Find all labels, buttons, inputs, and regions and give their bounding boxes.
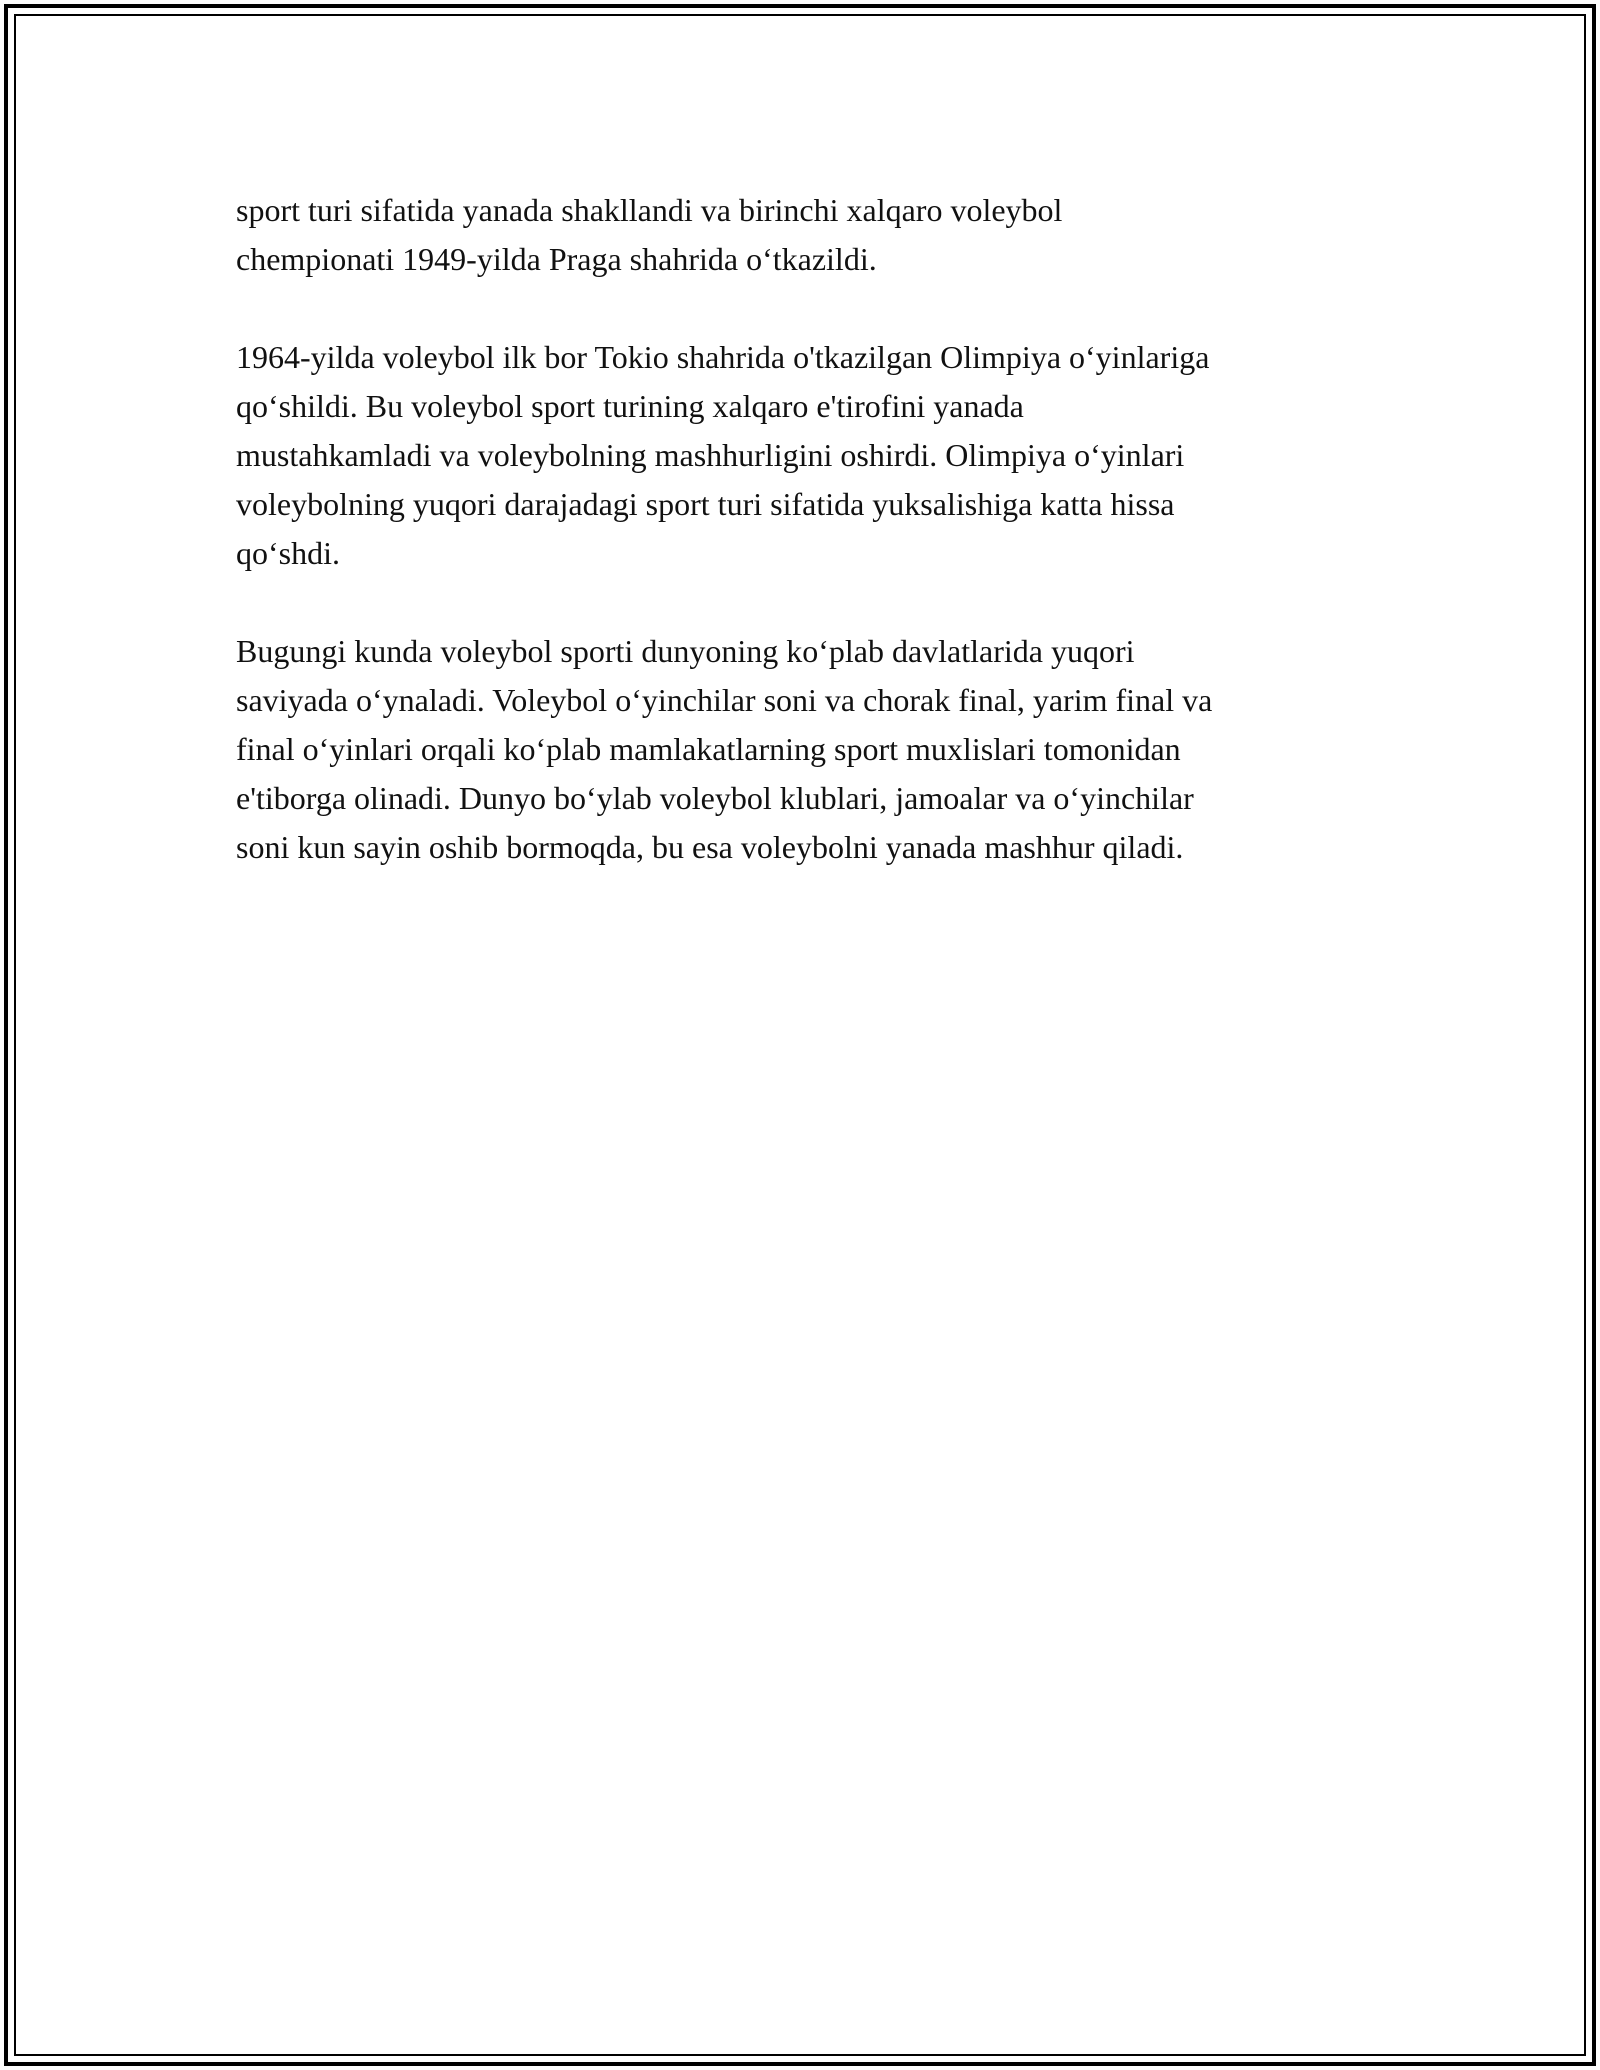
text-line: chempionati 1949-yilda Praga shahrida o‘tkazildi.: [236, 241, 877, 277]
document-body: [236, 186, 1386, 921]
text-line: qo‘shildi. Bu voleybol sport turining xalqaro e'tirofini yanada: [236, 388, 1024, 424]
text-line: saviyada o‘ynaladi. Voleybol o‘yinchilar soni va chorak final, yarim final va: [236, 682, 1213, 718]
text-line: soni kun sayin oshib bormoqda, bu esa voleybolni yanada mashhur qiladi.: [236, 829, 1184, 865]
paragraph-2: [236, 333, 1386, 578]
paragraph-3: [236, 627, 1386, 872]
text-line: voleybolning yuqori darajadagi sport turi sifatida yuksalishiga katta hissa: [236, 486, 1175, 522]
text-line: 1964-yilda voleybol ilk bor Tokio shahrida o'tkazilgan Olimpiya o‘yinlariga: [236, 339, 1210, 375]
text-line: Bugungi kunda voleybol sporti dunyoning ko‘plab davlatlarida yuqori: [236, 633, 1135, 669]
text-line: e'tiborga olinadi. Dunyo bo‘ylab voleybol klublari, jamoalar va o‘yinchilar: [236, 780, 1194, 816]
text-line: mustahkamladi va voleybolning mashhurligini oshirdi. Olimpiya o‘yinlari: [236, 437, 1185, 473]
paragraph-1: [236, 186, 1386, 284]
text-line: final o‘yinlari orqali ko‘plab mamlakatlarning sport muxlislari tomonidan: [236, 731, 1181, 767]
text-line: sport turi sifatida yanada shakllandi va birinchi xalqaro voleybol: [236, 192, 1063, 228]
text-line: qo‘shdi.: [236, 535, 340, 571]
